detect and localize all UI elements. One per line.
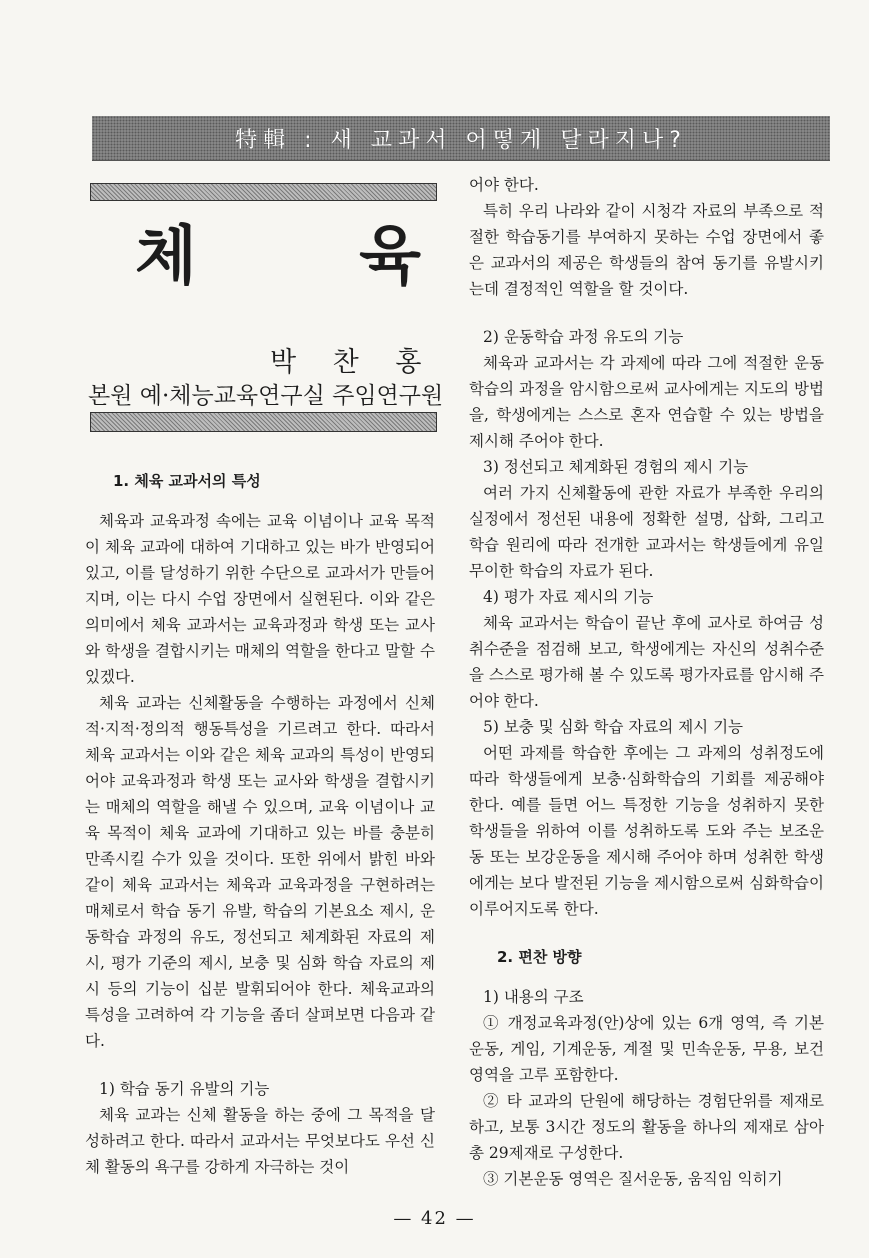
subsection-heading: 2) 운동학습 과정 유도의 기능 <box>483 328 684 346</box>
list-item: ③ 기본운동 영역은 질서운동, 움직임 익히기 <box>483 1170 783 1188</box>
subsection-heading: 5) 보충 및 심화 학습 자료의 제시 기능 <box>483 718 744 736</box>
page-number: — 42 — <box>393 1208 476 1229</box>
right-column <box>469 172 824 1192</box>
banner-title: 特輯 : 새 교과서 어떻게 달라지나? <box>235 127 687 153</box>
subsection-heading: 1) 내용의 구조 <box>483 988 584 1006</box>
paragraph: 어야 한다. <box>469 176 539 194</box>
paragraph: 체육 교과서는 학습이 끝난 후에 교사로 하여금 성취수준을 점검해 보고, 학생에게는 자신의 성취수준을 스스로 평가해 볼 수 있도록 평가자료를 암시해 주어야 한다. <box>469 614 824 710</box>
list-item: ② 타 교과의 단원에 해당하는 경험단위를 제재로 하고, 보통 3시간 정도의 활동을 하나의 제재로 삼아 총 29제재로 구성한다. <box>469 1092 824 1162</box>
list-item: ① 개정교육과정(안)상에 있는 6개 영역, 즉 기본운동, 게임, 기계운동, 계절 및 민속운동, 무용, 보건영역을 고루 포함한다. <box>469 1014 824 1084</box>
subsection-heading: 1) 학습 동기 유발의 기능 <box>99 1080 270 1098</box>
paragraph: 체육 교과는 신체 활동을 하는 중에 그 목적을 달성하려고 한다. 따라서 교과서는 무엇보다도 우선 신체 활동의 욕구를 강하게 자극하는 것이 <box>85 1106 435 1176</box>
paragraph: 체육 교과는 신체활동을 수행하는 과정에서 신체적·지적·정의적 행동특성을 기르려고 한다. 따라서 체육 교과서는 이와 같은 체육 교과의 특성이 반영되어야 교육과정과 학생 또는 교사와 학생을 결합시키는 매체의 역할을 해낼 수 있으며, 교육 이념이나 교육 목적이 체육 교과에 기대하고 있는 바를 충분히 만족시킬 수가 있을 것이다. 또한 위에서 밝힌 바와 같이 체육 교과서는 체육과 교육과정을 구현하려는 매체로서 학습 동기 유발, 학습의 기본요소 제시, 운동학습 과정의 유도, 정선되고 체계화된 자료의 제시, 평가 기준의 제시, 보충 및 심화 학습 자료의 제시 등의 기능이 십분 발휘되어야 한다. 체육교과의 특성을 고려하여 각 기능을 좀더 살펴보면 다음과 같다. <box>85 694 435 1050</box>
title-rule-top <box>90 183 437 201</box>
title-rule-bottom <box>90 412 437 432</box>
paragraph: 어떤 과제를 학습한 후에는 그 과제의 성취정도에 따라 학생들에게 보충·심화학습의 기회를 제공해야 한다. 예를 들면 어느 특정한 기능을 성취하지 못한 학생들을 위하여 이를 성취하도록 도와 주는 보조운동 또는 보강운동을 제시해 주어야 하며 성취한 학생에게는 보다 발전된 기능을 제시함으로써 심화학습이 이루어지도록 한다. <box>469 744 824 918</box>
paragraph: 여러 가지 신체활동에 관한 자료가 부족한 우리의 실정에서 정선된 내용에 정확한 설명, 삽화, 그리고 학습 원리에 따라 전개한 교과서는 학생들에게 유일무이한 학습의 자료가 된다. <box>469 484 824 580</box>
paragraph: 체육과 교육과정 속에는 교육 이념이나 교육 목적이 체육 교과에 대하여 기대하고 있는 바가 반영되어 있고, 이를 달성하기 위한 수단으로 교과서가 만들어지며, 이는 다시 수업 장면에서 실현된다. 이와 같은 의미에서 체육 교과서는 교육과정과 학생 또는 교사와 학생을 결합시키는 매체의 역할을 한다고 말할 수 있겠다. <box>85 512 435 686</box>
author-name: 박 찬 홍 <box>270 347 436 378</box>
author-affiliation: 본원 예·체능교육연구실 주임연구원 <box>88 383 444 409</box>
paragraph: 체육과 교과서는 각 과제에 따라 그에 적절한 운동학습의 과정을 암시함으로써 교사에게는 지도의 방법을, 학생에게는 스스로 혼자 연습할 수 있는 방법을 제시해 주어야 한다. <box>469 354 824 450</box>
section-heading: 1. 체육 교과서의 특성 <box>113 472 261 490</box>
left-column <box>85 468 435 1180</box>
section-heading: 2. 편찬 방향 <box>497 948 582 966</box>
feature-banner <box>92 116 830 161</box>
article-title: 체 육 <box>135 219 491 294</box>
subsection-heading: 4) 평가 자료 제시의 기능 <box>483 588 654 606</box>
paragraph: 특히 우리 나라와 같이 시청각 자료의 부족으로 적절한 학습동기를 부여하지 못하는 수업 장면에서 좋은 교과서의 제공은 학생들의 참여 동기를 유발시키는데 결정적인 역할을 할 것이다. <box>469 202 824 298</box>
subsection-heading: 3) 정선되고 체계화된 경험의 제시 기능 <box>483 458 749 476</box>
